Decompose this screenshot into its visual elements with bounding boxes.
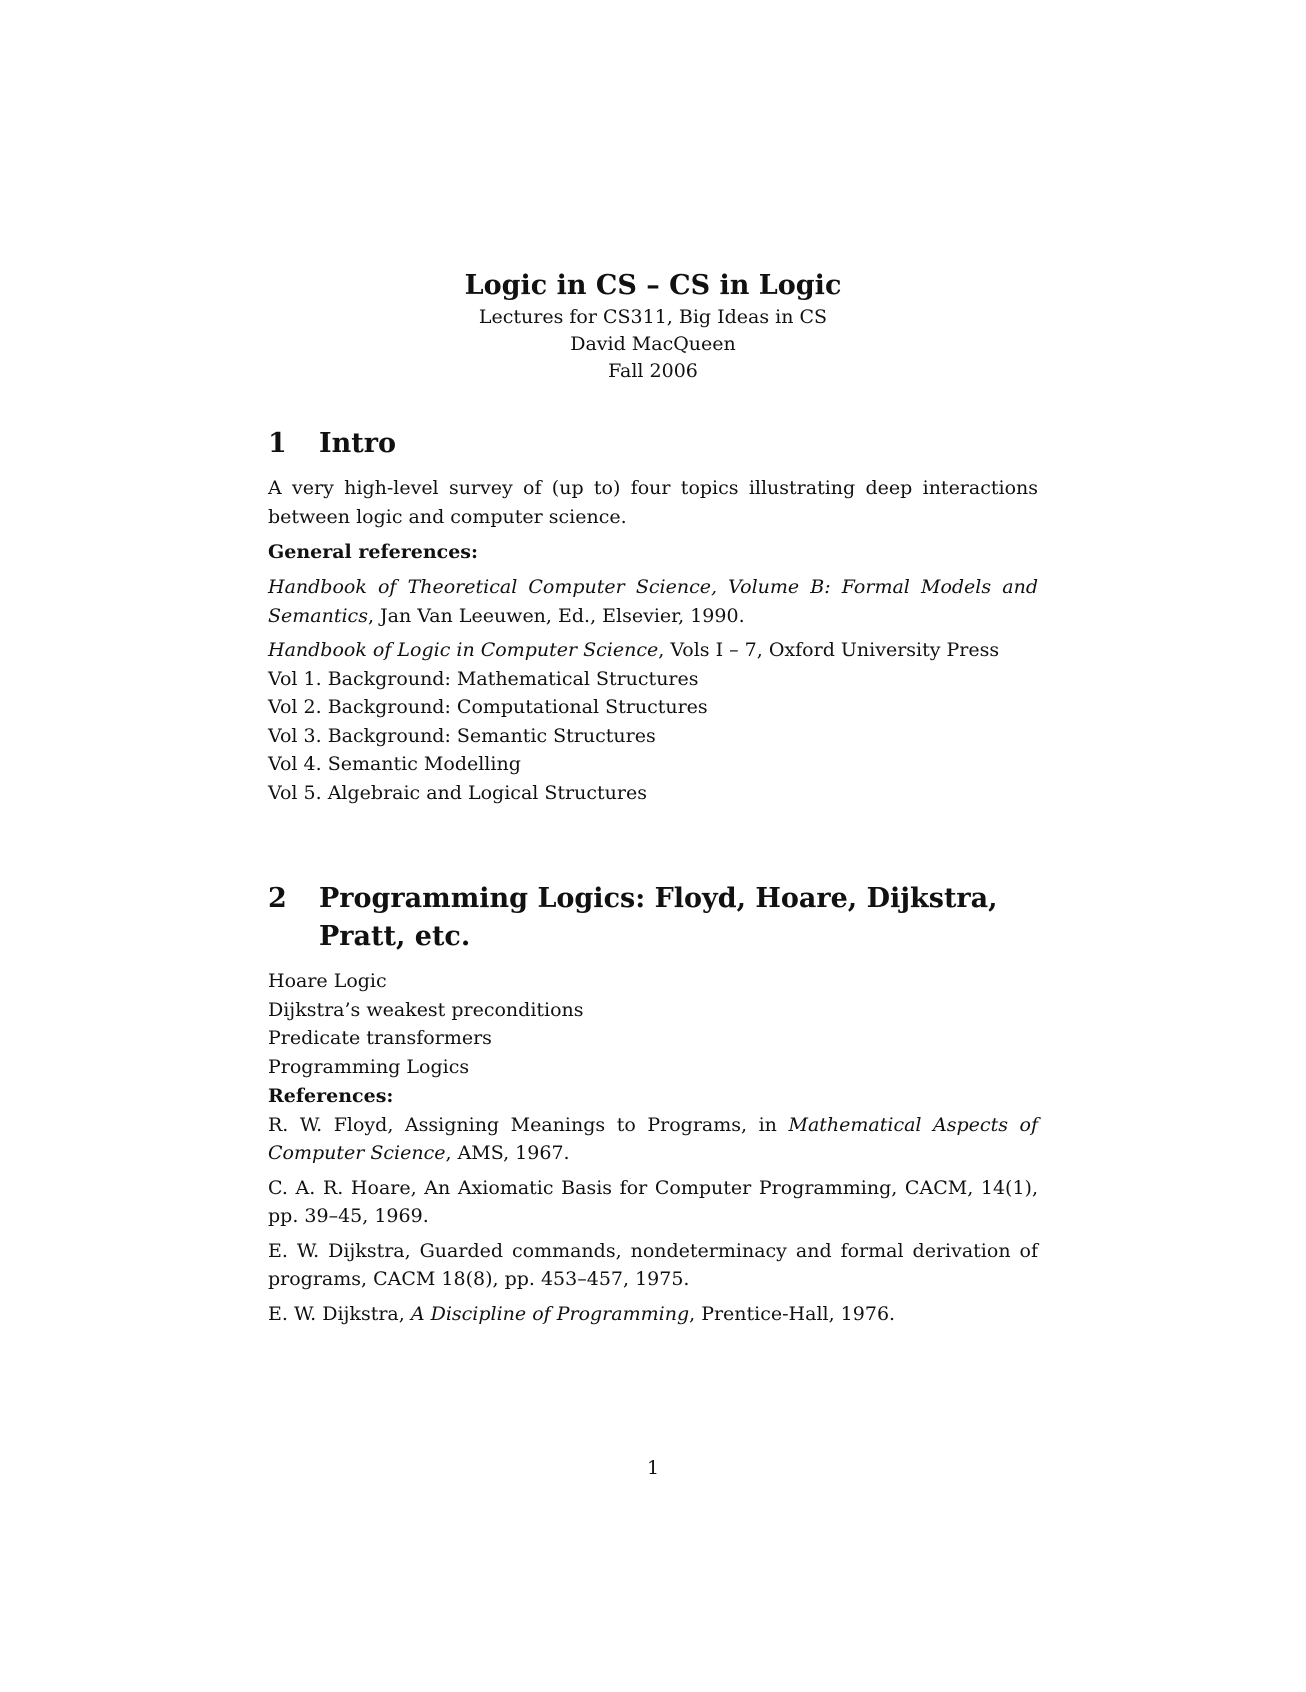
volume-line: Vol 2. Background: Computational Structures <box>268 696 708 718</box>
volume-line: Vol 5. Algebraic and Logical Structures <box>268 781 647 804</box>
document-title: Logic in CS – CS in Logic <box>464 270 842 301</box>
reference-text-end: , Prentice-Hall, 1976. <box>689 1302 896 1325</box>
section-1-intro <box>268 474 1038 531</box>
reference-item <box>268 1237 1038 1294</box>
page-number: 1 <box>646 1457 660 1479</box>
reference-item <box>268 1300 1038 1329</box>
document-term: Fall 2006 <box>608 360 698 382</box>
reference-details: , Jan Van Leeuwen, Ed., Elsevier, 1990. <box>367 604 745 627</box>
general-references-label-wrap <box>268 538 1038 567</box>
reference-title: Handbook of Theoretical Computer Science, Volume B: Formal Models and Semantics <box>268 576 1038 627</box>
topic-line: Dijkstra’s weakest preconditions <box>268 998 584 1021</box>
volume-line: Vol 4. Semantic Modelling <box>268 753 521 775</box>
reference-text: E. W. Dijkstra, Guarded commands, nondeterminacy and formal derivation of programs, CACM 18(8), pp. 453–457, 1975. <box>268 1239 1038 1290</box>
intro-paragraph: A very high-level survey of (up to) four topics illustrating deep interactions between logic and computer science. <box>268 477 1038 528</box>
document-author: David MacQueen <box>570 333 736 355</box>
reference-text-end: , AMS, 1967. <box>445 1142 570 1164</box>
document-subtitle: Lectures for CS311, Big Ideas in CS <box>478 306 828 328</box>
reference-handbook-tcs <box>268 573 1038 630</box>
topic-line: Hoare Logic <box>268 970 387 992</box>
volume-line: Vol 1. Background: Mathematical Structures <box>268 667 699 690</box>
references-label: References: <box>268 1085 394 1107</box>
reference-text: R. W. Floyd, Assigning Meanings to Programs, in <box>268 1113 789 1136</box>
reference-text: C. A. R. Hoare, An Axiomatic Basis for Computer Programming, CACM, 14(1), pp. 39–45, 1969. <box>268 1176 1038 1227</box>
section-1-heading <box>268 425 1038 463</box>
section-title: Intro <box>319 428 396 459</box>
reference-item <box>268 1111 1038 1168</box>
section-2-topics <box>268 967 1038 1081</box>
section-number: 1 <box>268 428 287 459</box>
reference-title: Handbook of Logic in Computer Science <box>268 639 659 661</box>
reference-handbook-logic <box>268 636 1038 807</box>
volume-line: Vol 3. Background: Semantic Structures <box>268 724 656 747</box>
section-2-references <box>268 1082 1038 1328</box>
section-title: Programming Logics: Floyd, Hoare, Dijkstra, Pratt, etc. <box>319 883 998 952</box>
reference-item <box>268 1174 1038 1231</box>
topic-line: Predicate transformers <box>268 1027 492 1049</box>
topic-line: Programming Logics <box>268 1055 470 1078</box>
reference-italic: A Discipline of Programming <box>410 1302 690 1325</box>
reference-text: E. W. Dijkstra, <box>268 1302 411 1325</box>
title-block <box>268 268 1038 385</box>
section-2-heading <box>268 880 1038 956</box>
general-references-label: General references: <box>268 541 479 563</box>
reference-details: , Vols I – 7, Oxford University Press <box>658 639 1000 661</box>
section-number: 2 <box>268 883 287 914</box>
reference-italic: Mathematical Aspects of Computer Science <box>268 1113 1038 1164</box>
